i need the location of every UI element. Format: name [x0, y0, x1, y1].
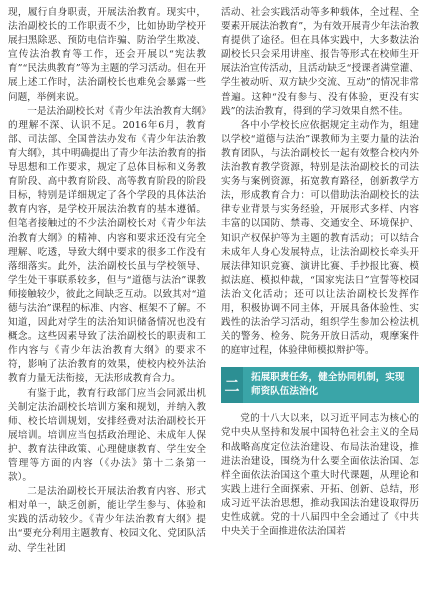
paragraph: 二是法治副校长开展法治教育内容、形式相对单一，缺乏创新，能让学生参与、体验和实践的活动较少。《青少年法治教育大纲》提出“要充分利用主题教育、校园文化、党团队活动、学生社团: [8, 486, 206, 554]
paragraph: 党的十八大以来，以习近平同志为核心的党中央从坚持和发展中国特色社会主义的全局和战略高度定位法治建设、布局法治建设，推进法治建设，围绕为什么要全面依法治国、怎样全面依法治国这个重大时代课题，从理论和实践上进行全面探索、开拓、创新、总结，形成习近平法治思想，推动我国法治建设取得历史性成就。党的十八届四中全会通过了《中共中央关于全面推进依法治国若: [221, 413, 419, 538]
section-title: [243, 371, 405, 399]
section-title-line: 拓展职责任务，健全协同机制，实现: [251, 372, 405, 384]
left-column: [8, 6, 206, 556]
paragraph: 活动、社会实践活动等多种载体，全过程、全要素开展法治教育”，为有效开展青少年法治教育提供了途径。但在具体实践中，大多数法治副校长只会采用讲座、报告等形式在校师生开展法治宣传活动，且活动缺乏“授课者满堂灌、学生被动听、双方缺少交流、互动”的情况非常普遍。这种“没有参与、没有体验，更没有实践”的法治教育，得到的学习效果自然不佳。: [221, 7, 419, 117]
paragraph: 现，履行自身职责，开展法治教育。现实中，法治副校长的工作职责不少，比如协助学校开展扫黑除恶、预防电信诈骗、防治学生欺凌、宣传法治教育等工作，还会开展以“宪法教育”“民法典教育”等为主题的学习活动。但在开展上述工作时，法治副校长也难免会暴露一些问题，举例来说。: [8, 7, 206, 103]
right-column: [221, 6, 419, 539]
section-heading: [221, 367, 419, 403]
section-title-line: 师资队伍法治化: [251, 386, 319, 398]
paragraph: 有鉴于此，教育行政部门应当会同派出机关制定法治副校长培训方案和规划，并纳入教师、校长培训规划，安排经费对法治副校长开展培训。培训应当包括政治理论、未成年人保护、教育法律政策、心理健康教育、学生安全管理等方面的内容（《办法》第十二条第一款）。: [8, 387, 206, 484]
section-number: 二: [221, 367, 243, 403]
paragraph: 各中小学校长应依据规定主动作为，组建以学校“道德与法治”课教师为主要力量的法治教育团队，与法治副校长一起有效整合校内外法治教育教学资源，特别是法治副校长的司法实务与案例资源，拓宽教育路径，创新教学方法，形成教育合力：可以借助法治副校长的法律专业背景与实务经验，开展形式多样、内容丰富的以国防、禁毒、交通安全、环境保护、知识产权保护等为主题的教育活动；可以结合未成年人身心发展特点，让法治副校长牵头开展法律知识竞赛、演讲比赛、手抄报比赛、模拟法庭、模拟仲裁，“国家宪法日”宣誓等校园法治文化活动；还可以让法治副校长发挥作用，积极协调不同主体，开展具备体验性、实践性的法治学习活动，组织学生参加公检法机关的警务、检务、院务开放日活动，观摩案件的庭审过程，体验律师模拟辩护等。: [221, 119, 419, 357]
paragraph: 一是法治副校长对《青少年法治教育大纲》的理解不深、认识不足。2016年6月，教育部、司法部、全国普法办发布《青少年法治教育大纲》，其中明确提出了青少年法治教育的指导思想和工作要求，规定了总体目标和义务教育阶段、高中教育阶段、高等教育阶段的阶段目标，特别是详细规定了各个学段的具体法治教育内容，是学校开展法治教育的基本遵循。但笔者接触过的不少法治副校长对《青少年法治教育大纲》的精神、内容和要求还没有完全理解、吃透，导致大纲中要求的很多工作没有落细落实。此外，法治副校长虽与学校领导、学生处干事联系较多，但与“道德与法治”课教师接触较少，彼此之间缺乏互动。以致其对“道德与法治”课程的标准、内容、框架不了解。不知道，因此对学生的法治知识储备情况也没有概念。这些因素导致了法治副校长的职责和工作内容与《青少年法治教育大纲》的要求不符，影响了法治教育的效果，使校内校外法治教育力量无法衔接，无法形成教育合力。: [8, 105, 206, 385]
